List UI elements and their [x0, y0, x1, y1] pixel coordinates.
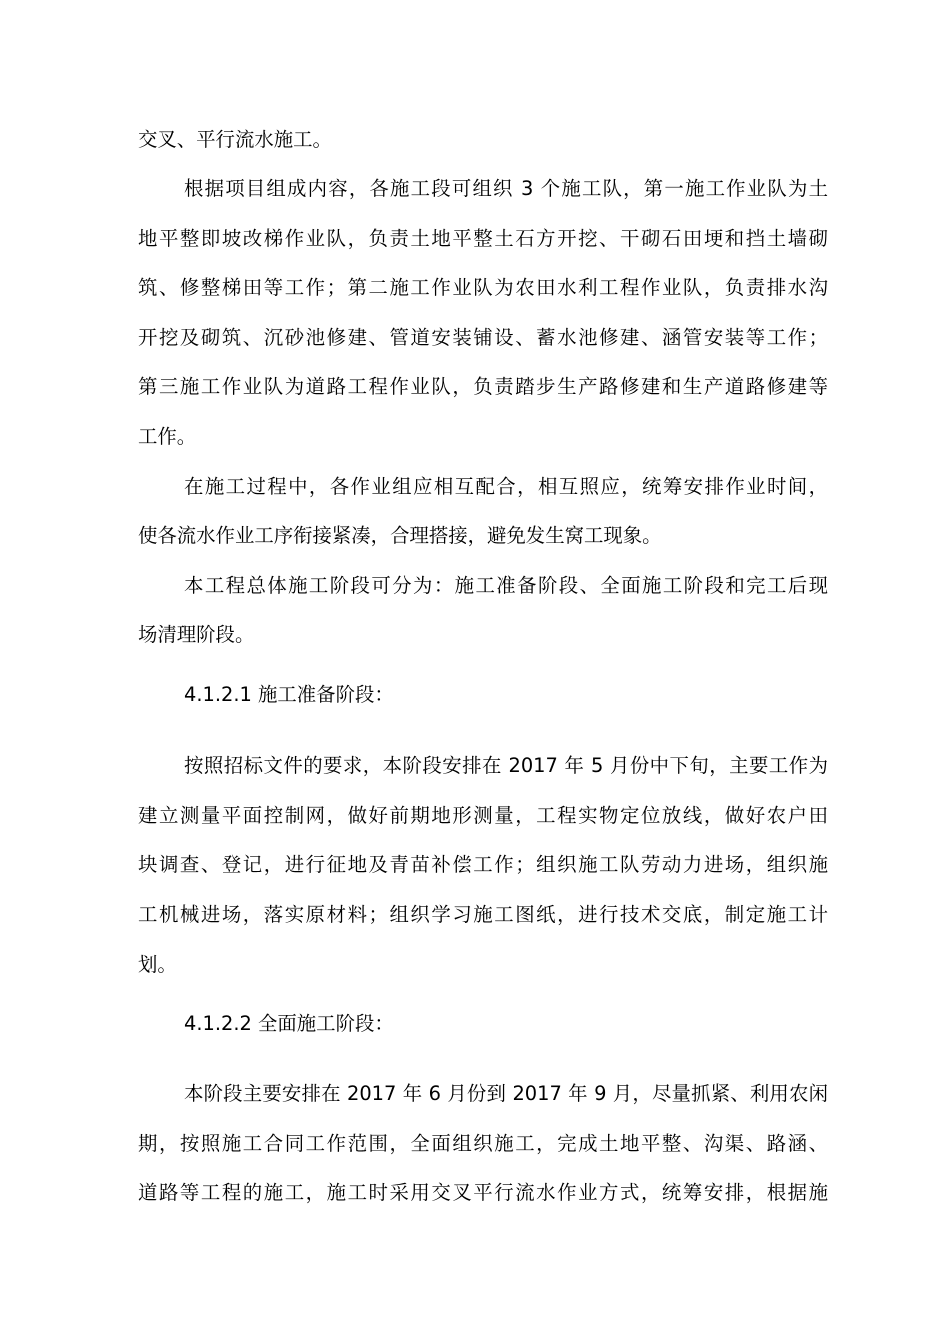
paragraph-line: 开挖及砌筑、沉砂池修建、管道安装铺设、蓄水池修建、涵管安装等工作； — [138, 326, 828, 349]
paragraph-line: 道路等工程的施工，施工时采用交叉平行流水作业方式，统筹安排，根据施 — [138, 1181, 828, 1204]
paragraph-line: 建立测量平面控制网，做好前期地形测量，工程实物定位放线，做好农户田 — [138, 804, 828, 827]
paragraph-line: 根据项目组成内容，各施工段可组织 3 个施工队，第一施工作业队为土 — [184, 177, 828, 200]
paragraph-line: 划。 — [138, 953, 177, 976]
paragraph-line: 本阶段主要安排在 2017 年 6 月份到 2017 年 9 月，尽量抓紧、利用农闲 — [184, 1082, 828, 1105]
paragraph-line: 块调查、登记，进行征地及青苗补偿工作；组织施工队劳动力进场，组织施 — [138, 853, 828, 876]
section-heading: 4.1.2.2 全面施工阶段： — [184, 1012, 394, 1035]
paragraph-line: 使各流水作业工序衔接紧凑，合理搭接，避免发生窝工现象。 — [138, 524, 662, 547]
paragraph-line: 工作。 — [138, 425, 197, 448]
paragraph-line: 场清理阶段。 — [138, 623, 255, 646]
paragraph-line: 交叉、平行流水施工。 — [138, 128, 332, 151]
paragraph-line: 按照招标文件的要求，本阶段安排在 2017 年 5 月份中下旬，主要工作为 — [184, 754, 828, 777]
section-heading: 4.1.2.1 施工准备阶段： — [184, 683, 394, 706]
paragraph-line: 地平整即坡改梯作业队，负责土地平整土石方开挖、干砌石田埂和挡土墙砌 — [138, 227, 828, 250]
paragraph-line: 工机械进场，落实原材料；组织学习施工图纸，进行技术交底，制定施工计 — [138, 903, 828, 926]
paragraph-line: 第三施工作业队为道路工程作业队，负责踏步生产路修建和生产道路修建等 — [138, 375, 828, 398]
paragraph-line: 在施工过程中，各作业组应相互配合，相互照应，统筹安排作业时间， — [184, 475, 828, 498]
paragraph-line: 筑、修整梯田等工作；第二施工作业队为农田水利工程作业队，负责排水沟 — [138, 276, 828, 299]
paragraph-line: 本工程总体施工阶段可分为：施工准备阶段、全面施工阶段和完工后现 — [184, 574, 828, 597]
paragraph-line: 期，按照施工合同工作范围，全面组织施工，完成土地平整、沟渠、路涵、 — [138, 1132, 828, 1155]
